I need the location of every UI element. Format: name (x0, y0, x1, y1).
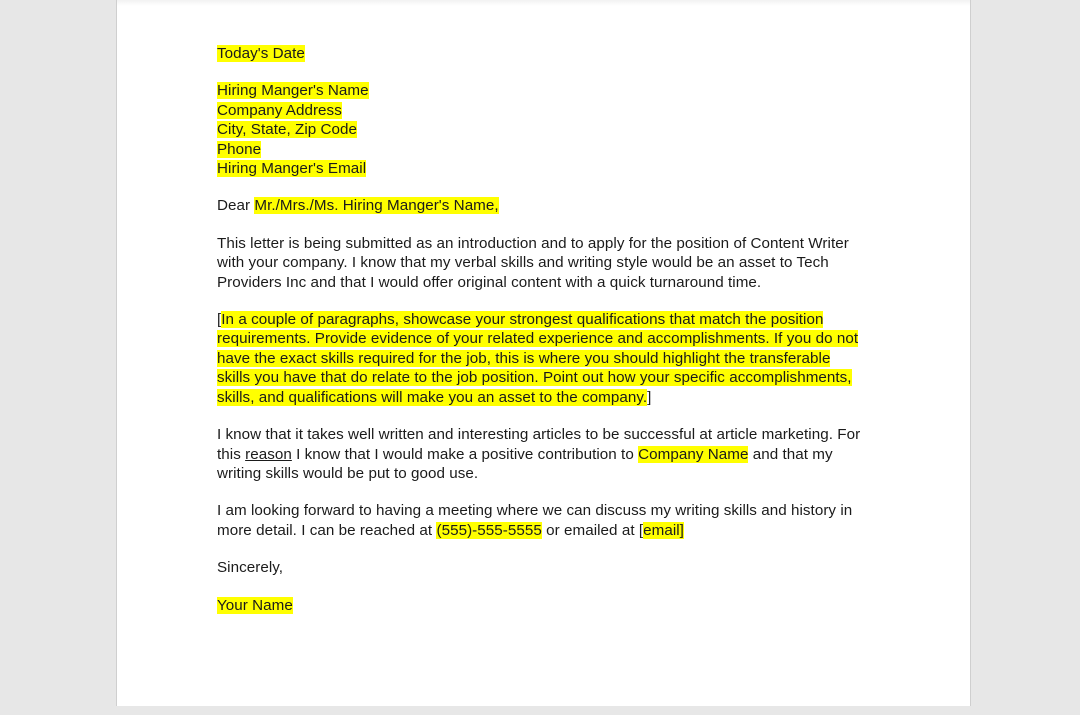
closing-text-part1: I am looking forward to having a meeting where we can discuss my writing skills and history in more detail. I can be reached at (217, 502, 853, 539)
recipient-line: Hiring Manger's Email (217, 160, 367, 178)
email-placeholder: email] (643, 521, 684, 539)
marketing-text-part3: and that my writing skills would be put to good use. (217, 445, 833, 482)
instruction-open-bracket: [ (217, 311, 222, 329)
closing-text-part2: or emailed at (541, 521, 639, 539)
signature-name-text: Your Name (217, 596, 293, 614)
recipient-line: Phone (217, 140, 262, 158)
paragraph-article-marketing (217, 425, 867, 483)
signature-name (217, 596, 867, 615)
letter-body (217, 44, 867, 615)
phone-placeholder: (555)-555-5555 (436, 521, 542, 539)
salutation-placeholder: Mr./Mrs./Ms. Hiring Manger's Name, (254, 197, 499, 215)
instruction-close-bracket: ] (647, 388, 652, 406)
email-open-bracket: [ (638, 521, 644, 539)
marketing-text-part2: I know that I would make a positive contribution to (291, 445, 639, 463)
paragraph-closing (217, 501, 867, 540)
company-name-placeholder: Company Name (638, 445, 749, 463)
underlined-reason: reason (245, 445, 292, 463)
recipient-line: Hiring Manger's Name (217, 82, 369, 100)
paragraph-introduction: This letter is being submitted as an introduction and to apply for the position of Content Writer with your company. I know that my verbal skills and writing style would be an asset to Tech Providers Inc and that I would offer original content with a quick turnaround time. (217, 234, 849, 291)
recipient-address-block (217, 81, 867, 178)
recipient-line: City, State, Zip Code (217, 121, 358, 139)
salutation (217, 196, 867, 215)
document-page (116, 0, 971, 706)
date-line-text: Today's Date (217, 45, 305, 62)
recipient-line: Company Address (217, 101, 342, 119)
sign-off: Sincerely, (217, 559, 284, 577)
marketing-text-part1: I know that it takes well written and interesting articles to be successful at article marketing. For this (217, 426, 861, 463)
salutation-prefix: Dear (217, 197, 255, 215)
paragraph-instruction (217, 310, 867, 407)
date-line (217, 44, 867, 63)
page-top-edge (117, 0, 970, 6)
instruction-highlighted-text: In a couple of paragraphs, showcase your strongest qualifications that match the position requirements. Provide evidence of your related experience and accomplishments. If you do not have the exact skills required for the job, this is where you should highlight the transferable skills you have that do relate to the job position. Point out how your specific accomplishments, skills, and qualifications will make you an asset to the company. (217, 311, 859, 406)
